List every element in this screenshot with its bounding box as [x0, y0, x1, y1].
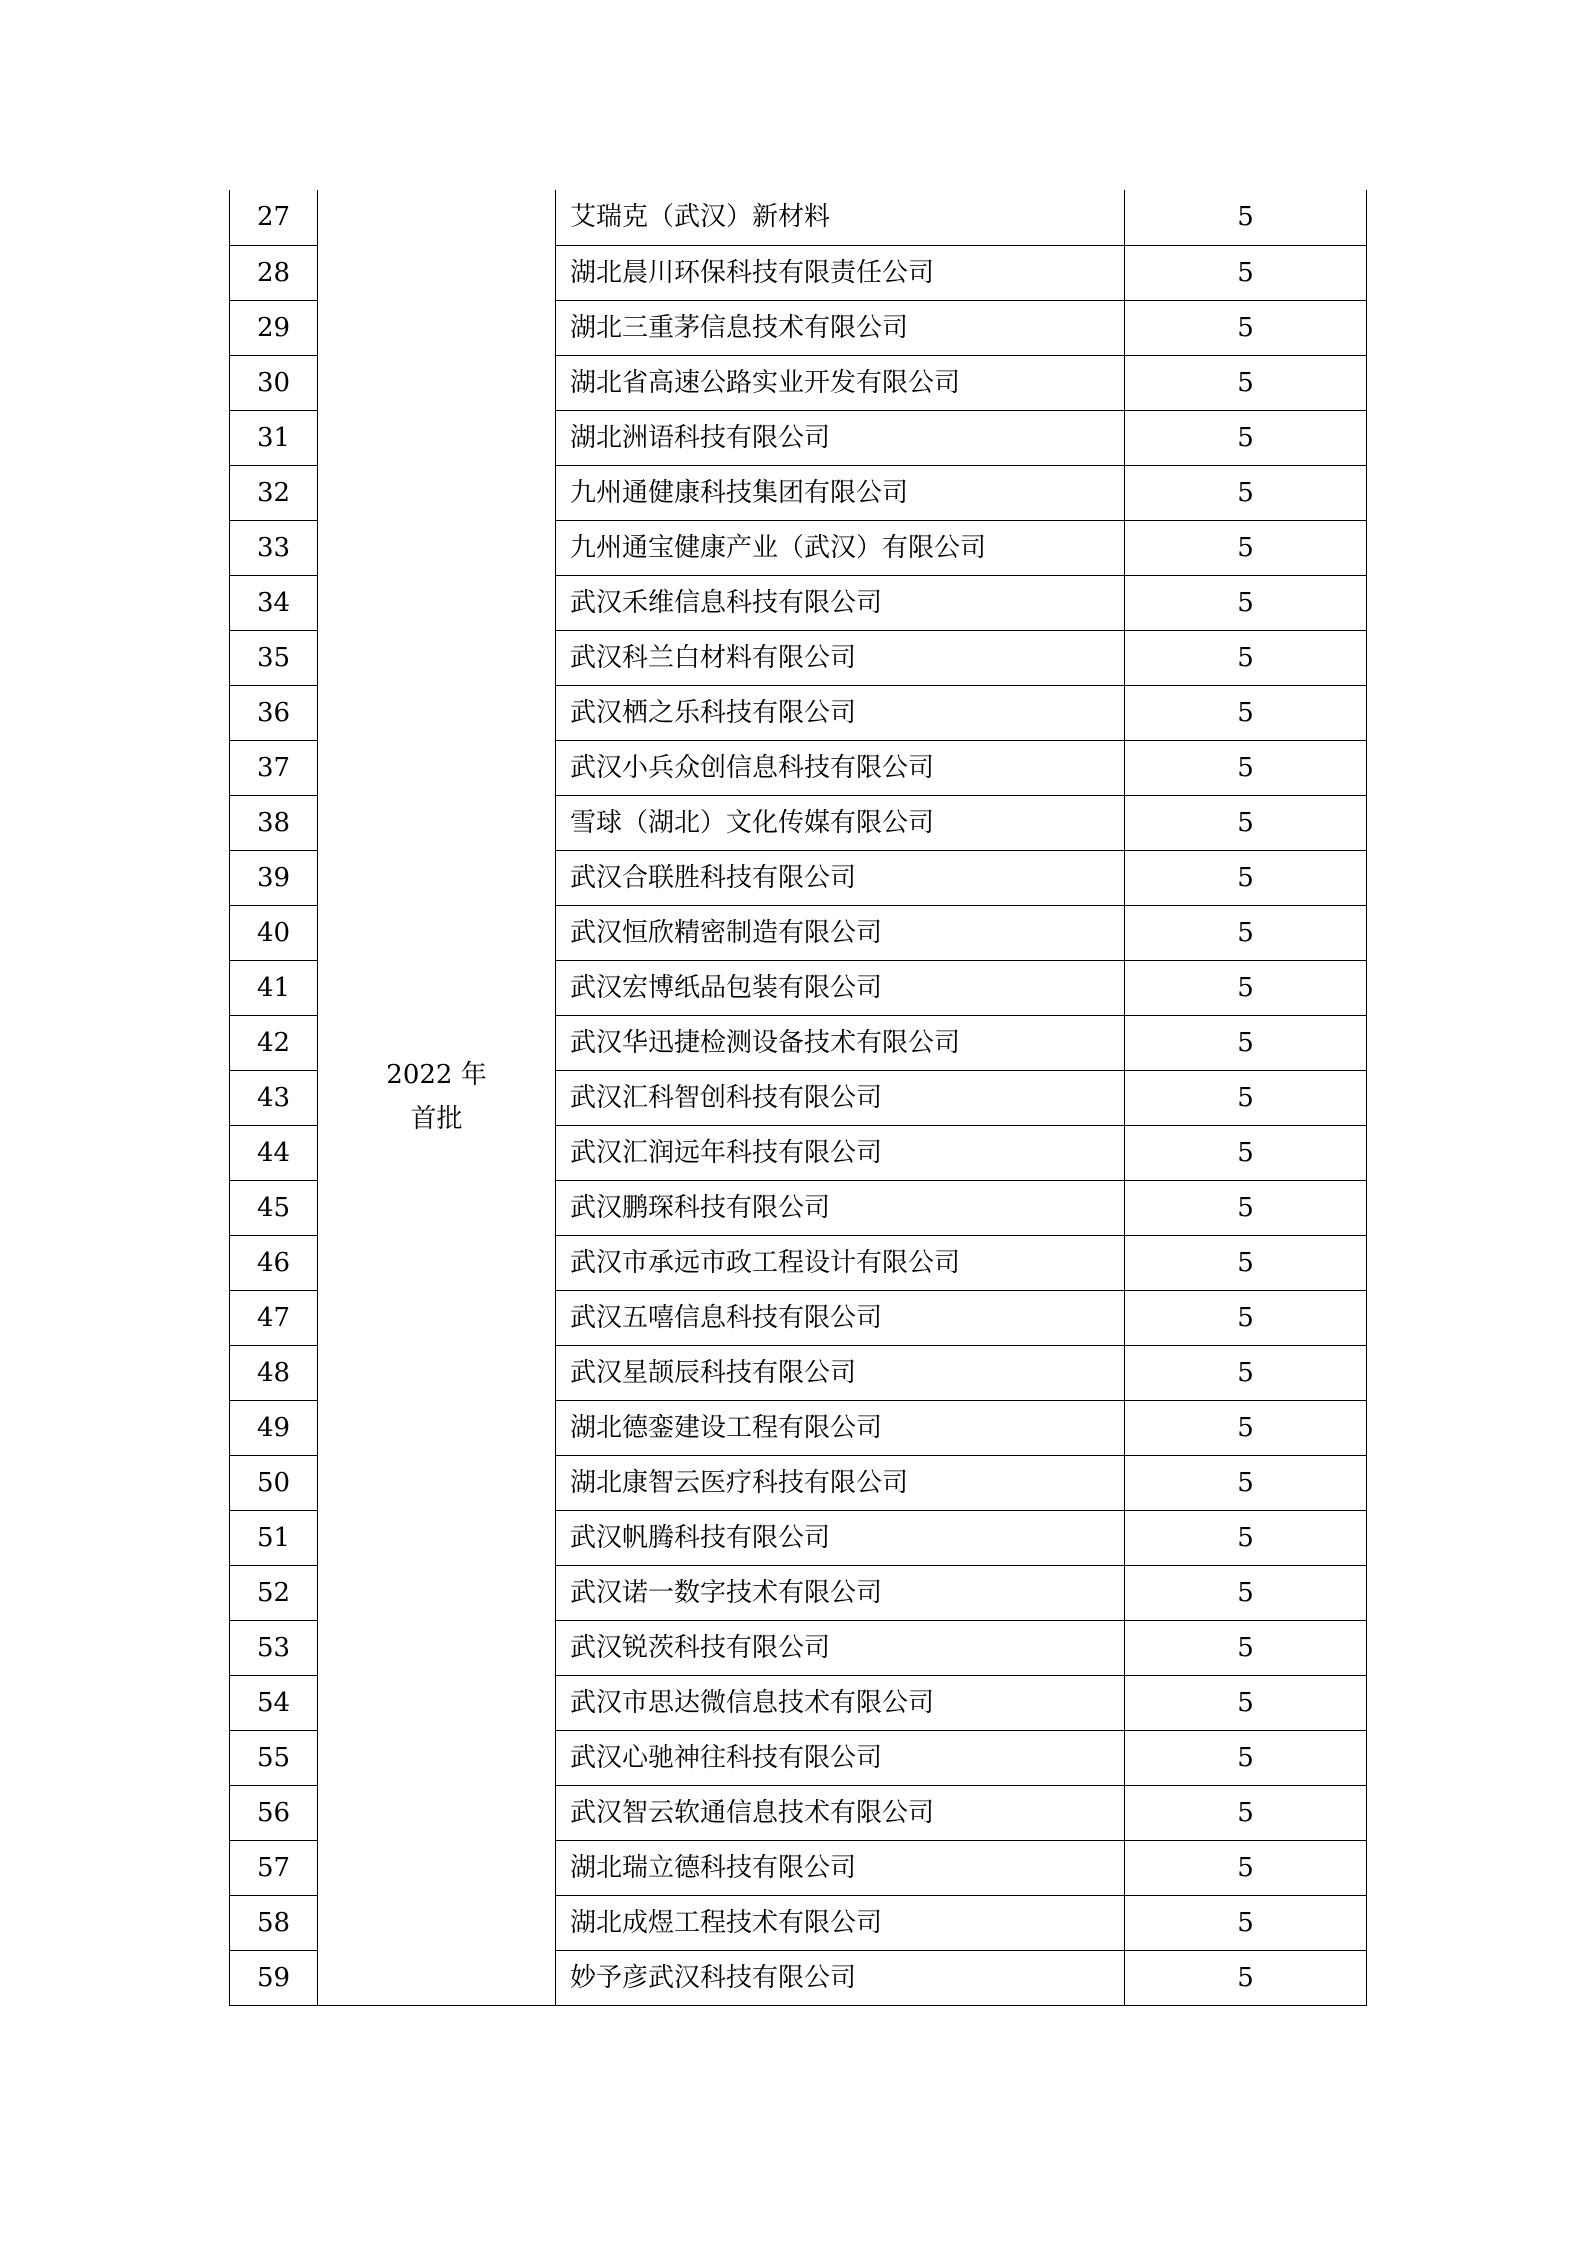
score-value: 5 [1125, 1620, 1367, 1675]
score-value: 5 [1125, 190, 1367, 245]
score-value: 5 [1125, 1455, 1367, 1510]
row-number: 59 [230, 1950, 318, 2005]
score-value: 5 [1125, 520, 1367, 575]
score-value: 5 [1125, 1180, 1367, 1235]
company-name: 武汉帆腾科技有限公司 [556, 1510, 1125, 1565]
company-name: 湖北德銮建设工程有限公司 [556, 1400, 1125, 1455]
row-number: 50 [230, 1455, 318, 1510]
company-name: 湖北成煜工程技术有限公司 [556, 1895, 1125, 1950]
row-number: 43 [230, 1070, 318, 1125]
row-number: 57 [230, 1840, 318, 1895]
company-name: 武汉华迅捷检测设备技术有限公司 [556, 1015, 1125, 1070]
score-value: 5 [1125, 245, 1367, 300]
company-name: 湖北康智云医疗科技有限公司 [556, 1455, 1125, 1510]
score-value: 5 [1125, 1675, 1367, 1730]
score-value: 5 [1125, 1840, 1367, 1895]
row-number: 56 [230, 1785, 318, 1840]
company-name: 武汉禾维信息科技有限公司 [556, 575, 1125, 630]
row-number: 31 [230, 410, 318, 465]
score-value: 5 [1125, 740, 1367, 795]
row-number: 48 [230, 1345, 318, 1400]
batch-label [386, 1053, 486, 1141]
score-value: 5 [1125, 905, 1367, 960]
batch-cell [318, 190, 556, 2005]
company-name: 武汉星颉辰科技有限公司 [556, 1345, 1125, 1400]
company-name: 妙予彦武汉科技有限公司 [556, 1950, 1125, 2005]
score-value: 5 [1125, 630, 1367, 685]
score-value: 5 [1125, 300, 1367, 355]
row-number: 58 [230, 1895, 318, 1950]
company-name: 武汉宏博纸品包装有限公司 [556, 960, 1125, 1015]
row-number: 27 [230, 190, 318, 245]
row-number: 40 [230, 905, 318, 960]
company-name: 武汉诺一数字技术有限公司 [556, 1565, 1125, 1620]
company-name: 武汉恒欣精密制造有限公司 [556, 905, 1125, 960]
score-value: 5 [1125, 960, 1367, 1015]
company-name: 艾瑞克（武汉）新材料 [556, 190, 1125, 245]
score-value: 5 [1125, 1510, 1367, 1565]
score-value: 5 [1125, 575, 1367, 630]
score-value: 5 [1125, 1895, 1367, 1950]
company-name: 九州通宝健康产业（武汉）有限公司 [556, 520, 1125, 575]
score-value: 5 [1125, 465, 1367, 520]
row-number: 32 [230, 465, 318, 520]
company-name: 武汉汇科智创科技有限公司 [556, 1070, 1125, 1125]
score-value: 5 [1125, 685, 1367, 740]
row-number: 35 [230, 630, 318, 685]
score-value: 5 [1125, 795, 1367, 850]
score-value: 5 [1125, 1125, 1367, 1180]
row-number: 28 [230, 245, 318, 300]
score-value: 5 [1125, 1235, 1367, 1290]
score-value: 5 [1125, 1785, 1367, 1840]
table-row [230, 190, 1367, 245]
row-number: 54 [230, 1675, 318, 1730]
score-value: 5 [1125, 1565, 1367, 1620]
row-number: 55 [230, 1730, 318, 1785]
row-number: 33 [230, 520, 318, 575]
company-name: 湖北洲语科技有限公司 [556, 410, 1125, 465]
score-value: 5 [1125, 410, 1367, 465]
table-body [230, 190, 1367, 2005]
row-number: 29 [230, 300, 318, 355]
score-value: 5 [1125, 1070, 1367, 1125]
row-number: 30 [230, 355, 318, 410]
company-name: 武汉汇润远年科技有限公司 [556, 1125, 1125, 1180]
company-name: 九州通健康科技集团有限公司 [556, 465, 1125, 520]
company-name: 武汉市承远市政工程设计有限公司 [556, 1235, 1125, 1290]
score-value: 5 [1125, 1950, 1367, 2005]
score-value: 5 [1125, 1290, 1367, 1345]
row-number: 37 [230, 740, 318, 795]
score-value: 5 [1125, 1345, 1367, 1400]
row-number: 47 [230, 1290, 318, 1345]
company-name: 湖北省高速公路实业开发有限公司 [556, 355, 1125, 410]
company-name: 武汉锐茨科技有限公司 [556, 1620, 1125, 1675]
row-number: 39 [230, 850, 318, 905]
row-number: 38 [230, 795, 318, 850]
row-number: 49 [230, 1400, 318, 1455]
company-name: 武汉智云软通信息技术有限公司 [556, 1785, 1125, 1840]
score-value: 5 [1125, 1400, 1367, 1455]
row-number: 36 [230, 685, 318, 740]
batch-label-line: 首批 [410, 1104, 463, 1135]
company-list-table [229, 190, 1367, 2006]
row-number: 53 [230, 1620, 318, 1675]
row-number: 42 [230, 1015, 318, 1070]
company-name: 武汉栖之乐科技有限公司 [556, 685, 1125, 740]
company-name: 湖北三重茅信息技术有限公司 [556, 300, 1125, 355]
company-name: 武汉市思达微信息技术有限公司 [556, 1675, 1125, 1730]
row-number: 52 [230, 1565, 318, 1620]
score-value: 5 [1125, 1730, 1367, 1785]
row-number: 44 [230, 1125, 318, 1180]
row-number: 34 [230, 575, 318, 630]
batch-label-line: 2022 年 [386, 1060, 487, 1091]
row-number: 41 [230, 960, 318, 1015]
company-name: 武汉科兰白材料有限公司 [556, 630, 1125, 685]
row-number: 51 [230, 1510, 318, 1565]
score-value: 5 [1125, 1015, 1367, 1070]
company-name: 武汉五嘻信息科技有限公司 [556, 1290, 1125, 1345]
company-name: 湖北瑞立德科技有限公司 [556, 1840, 1125, 1895]
company-name: 武汉小兵众创信息科技有限公司 [556, 740, 1125, 795]
company-name: 武汉鹏琛科技有限公司 [556, 1180, 1125, 1235]
row-number: 46 [230, 1235, 318, 1290]
company-name: 武汉心驰神往科技有限公司 [556, 1730, 1125, 1785]
score-value: 5 [1125, 850, 1367, 905]
company-name: 雪球（湖北）文化传媒有限公司 [556, 795, 1125, 850]
company-name: 湖北晨川环保科技有限责任公司 [556, 245, 1125, 300]
score-value: 5 [1125, 355, 1367, 410]
company-name: 武汉合联胜科技有限公司 [556, 850, 1125, 905]
row-number: 45 [230, 1180, 318, 1235]
